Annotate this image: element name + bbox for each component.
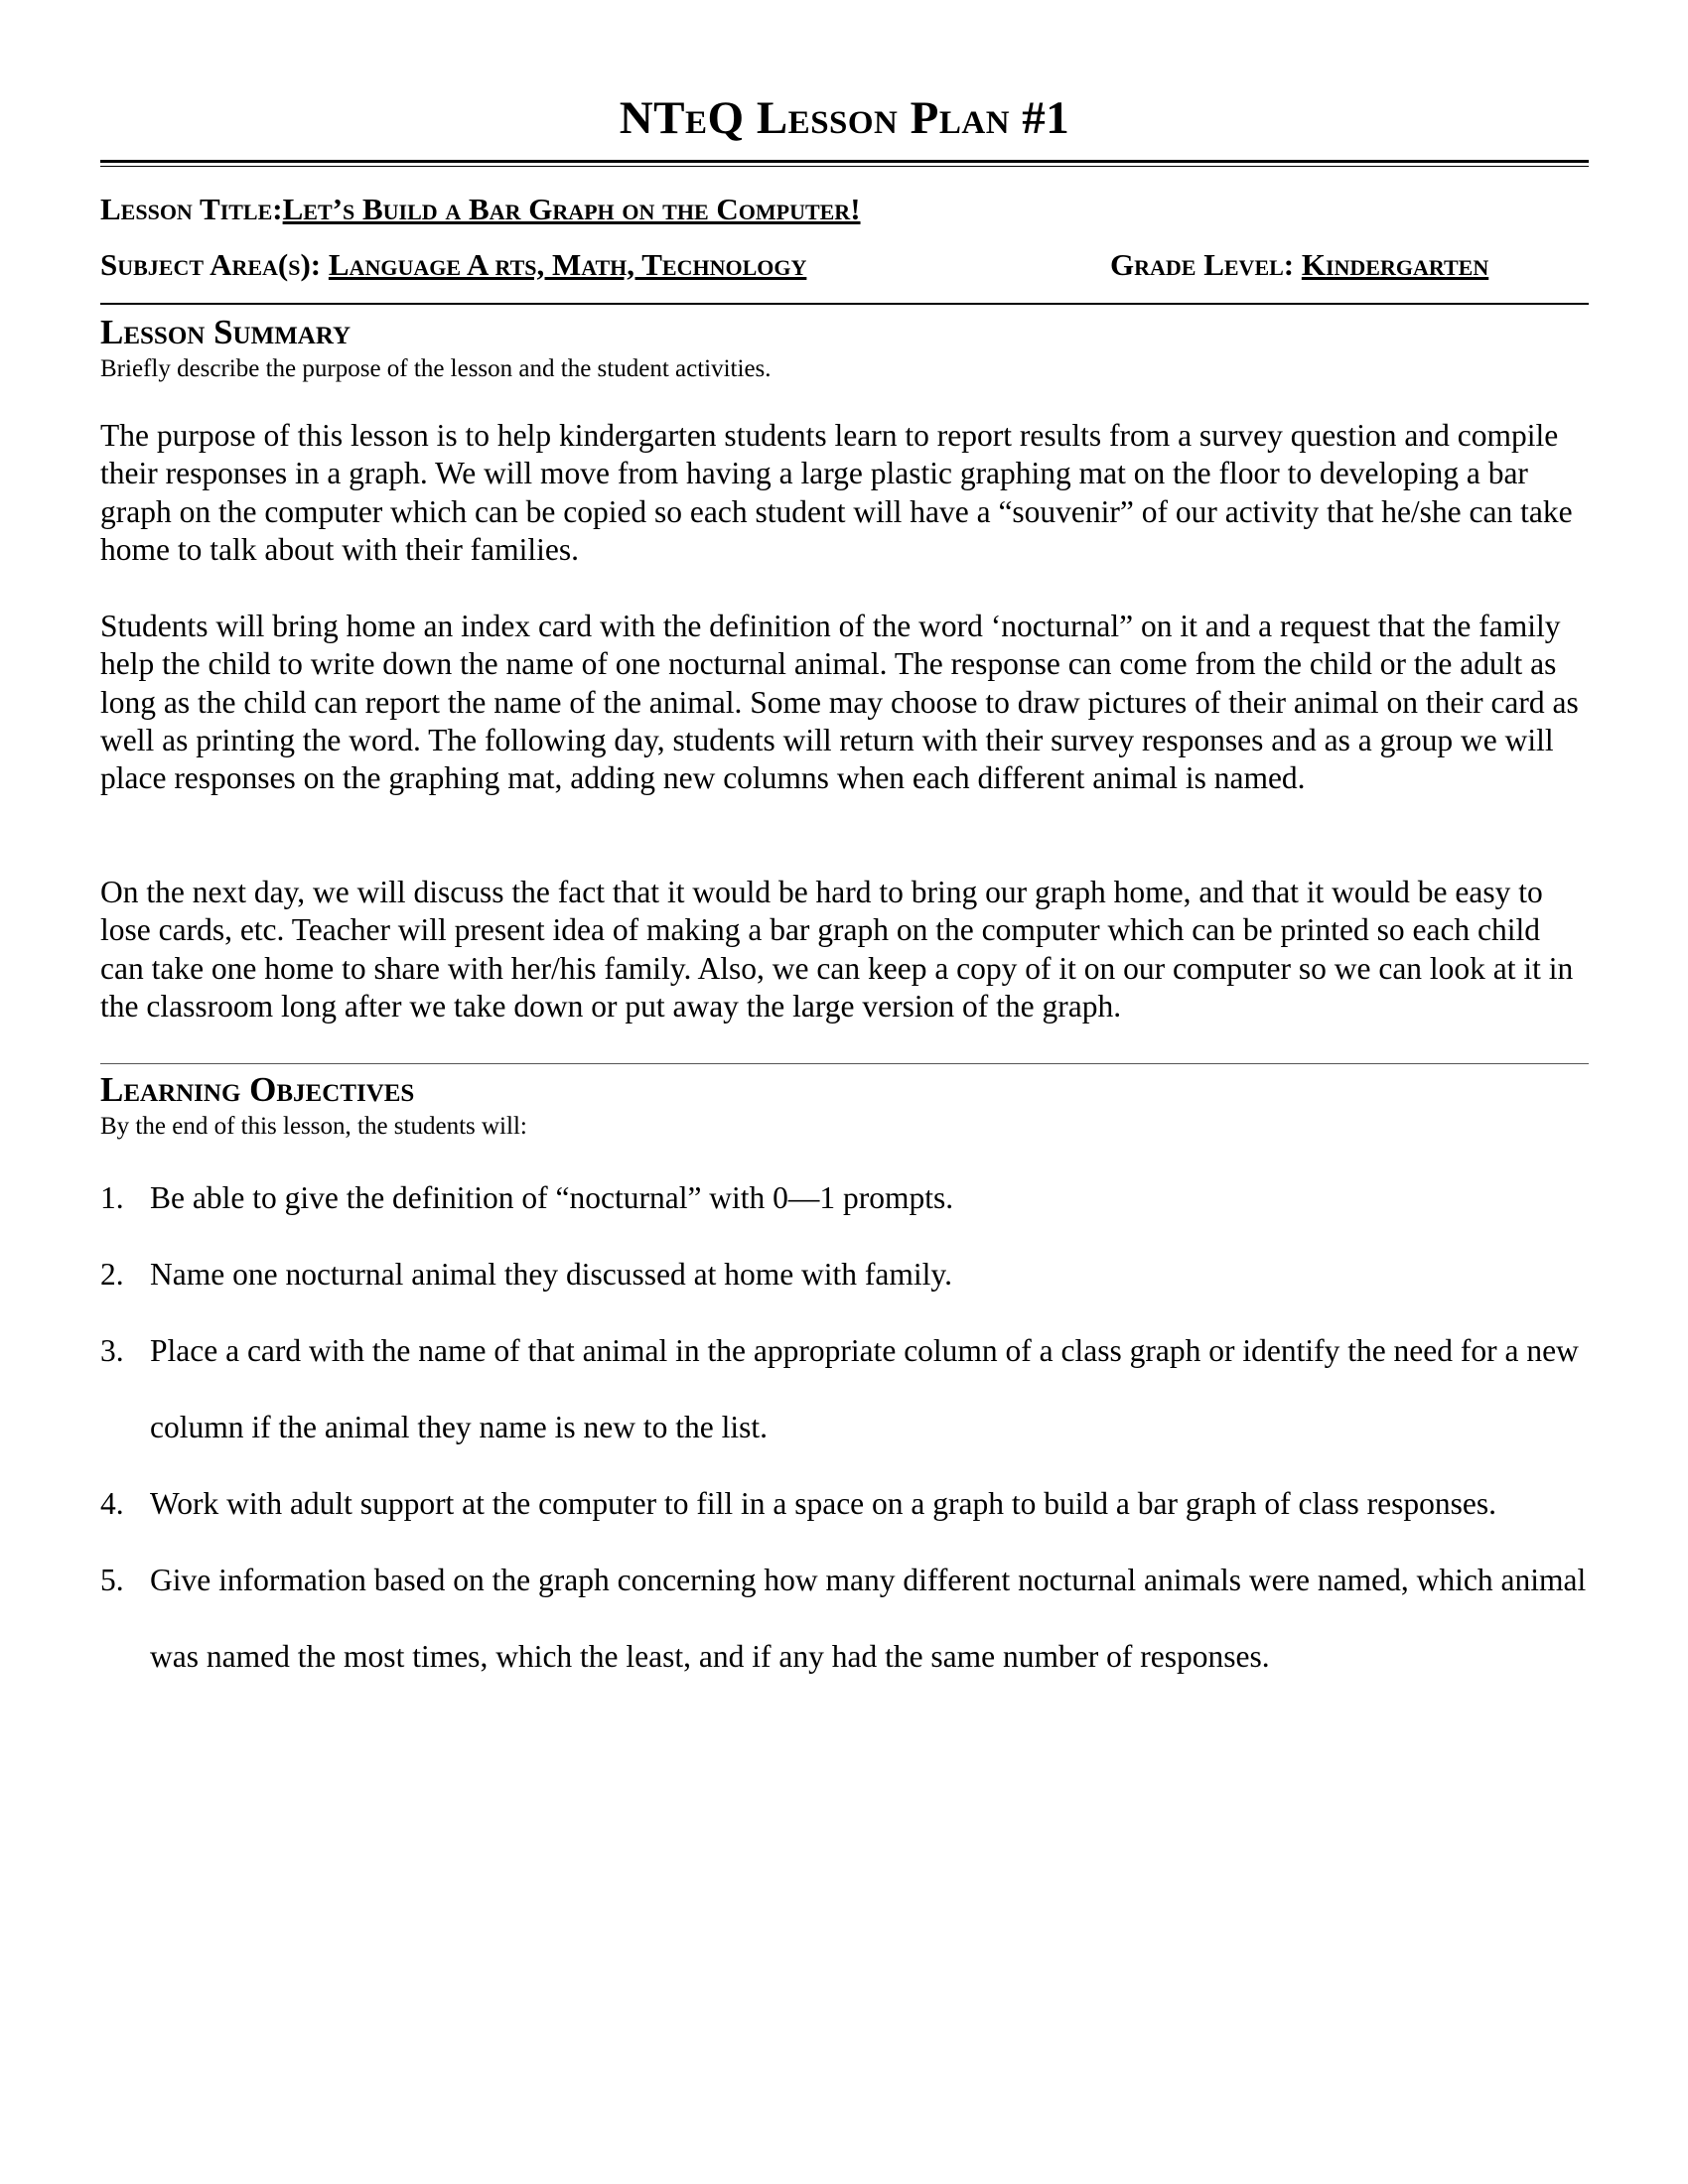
lesson-title-label: Lesson Title: [100, 192, 283, 226]
objective-text: Work with adult support at the computer to fill in a space on a graph to build a bar graph of class responses. [150, 1486, 1496, 1521]
meta-divider [100, 303, 1589, 305]
subject-area-line [100, 249, 806, 280]
learning-objectives-subheading: By the end of this lesson, the students will: [100, 1113, 527, 1140]
objective-number: 2. [100, 1257, 124, 1292]
subject-area-label: Subject Area(s): [100, 247, 329, 282]
objective-number: 4. [100, 1486, 124, 1521]
lesson-title-value: Let’s Build a Bar Graph on the Computer! [282, 192, 861, 226]
lesson-title-line [100, 194, 861, 224]
objective-number: 1. [100, 1180, 124, 1215]
title-rule-bottom [100, 166, 1589, 167]
lesson-summary-subheading: Briefly describe the purpose of the lesson and the student activities. [100, 355, 772, 382]
grade-level-label: Grade Level: [1110, 247, 1302, 282]
objective-item-4 [100, 1465, 1589, 1542]
objective-item-5 [100, 1542, 1589, 1695]
objective-text: Give information based on the graph concerning how many different nocturnal animals were named, which animal was named the most times, which the least, and if any had the same number of responses. [150, 1563, 1587, 1674]
objective-number: 3. [100, 1333, 124, 1368]
summary-paragraph-1: The purpose of this lesson is to help kindergarten students learn to report results from a survey question and compile their responses in a graph. We will move from having a large plastic graphing mat on the floor to developing a bar graph on the computer which can be copied so each student will have a “souvenir” of our activity that he/she can take home to talk about with their families. [100, 418, 1573, 567]
grade-level-line [1110, 249, 1488, 280]
objective-number: 5. [100, 1563, 124, 1597]
objective-item-3 [100, 1312, 1589, 1465]
objective-item-1 [100, 1160, 1589, 1236]
section-divider [100, 1063, 1589, 1064]
objective-text: Name one nocturnal animal they discussed at home with family. [150, 1257, 952, 1292]
lesson-summary-heading: Lesson Summary [100, 313, 352, 351]
objective-text: Be able to give the definition of “nocturnal” with 0—1 prompts. [150, 1180, 954, 1215]
objective-item-2 [100, 1236, 1589, 1312]
grade-level-value: Kindergarten [1301, 247, 1489, 282]
summary-paragraph-2: Students will bring home an index card with the definition of the word ‘nocturnal” on it and a request that the family help the child to write down the name of one nocturnal animal. The response can come from the child or the adult as long as the child can report the name of the animal. Some may choose to draw pictures of their animal on their card as well as printing the word. The following day, students will return with their survey responses and as a group we will place responses on the graphing mat, adding new columns when each different animal is named. [100, 609, 1579, 796]
summary-paragraph-3: On the next day, we will discuss the fact that it would be hard to bring our graph home, and that it would be easy to lose cards, etc. Teacher will present idea of making a bar graph on the computer which can be printed so each child can take one home to share with her/his family. Also, we can keep a copy of it on our computer so we can look at it in the classroom long after we take down or put away the large version of the graph. [100, 875, 1574, 1024]
page-title: NTeQ Lesson Plan #1 [619, 92, 1070, 144]
title-rule-top [100, 160, 1589, 163]
subject-area-value: Language A rts, Math, Technology [328, 247, 807, 282]
learning-objectives-heading: Learning Objectives [100, 1070, 415, 1109]
objective-text: Place a card with the name of that animal in the appropriate column of a class graph or identify the need for a new column if the animal they name is new to the list. [150, 1333, 1579, 1444]
